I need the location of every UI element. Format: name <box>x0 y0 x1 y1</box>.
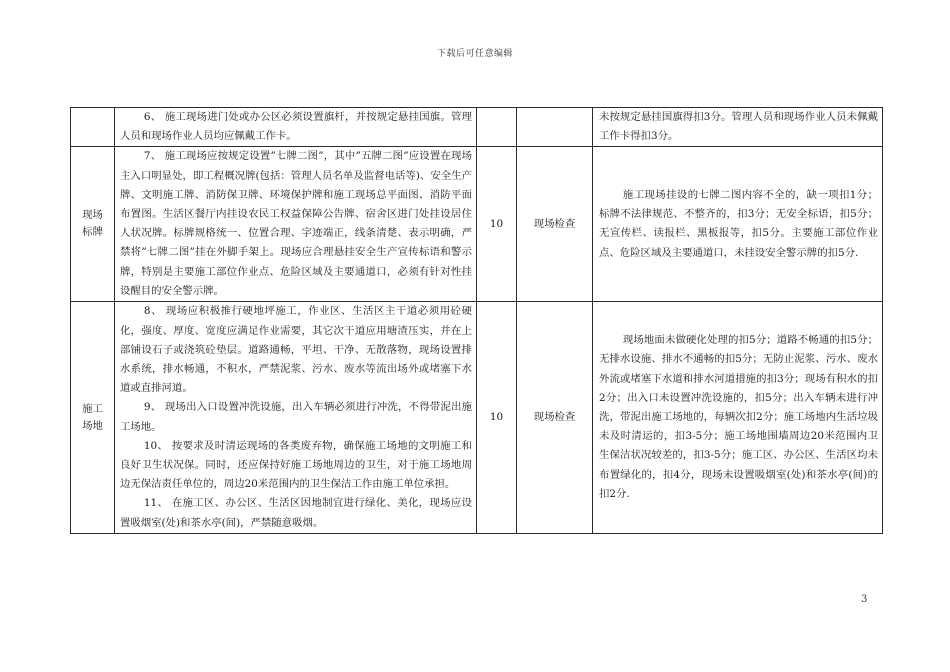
inspection-table <box>70 107 883 534</box>
deduction-cell <box>593 302 883 533</box>
table-row <box>71 108 883 147</box>
category-cell <box>71 108 115 147</box>
table-row <box>71 147 883 302</box>
deduction-cell <box>593 108 883 147</box>
category-label: 标牌 <box>82 226 103 239</box>
category-cell <box>71 302 115 533</box>
page-number: 3 <box>861 594 868 605</box>
category-label: 施工 <box>82 402 103 415</box>
method-cell: 现场检查 <box>517 147 593 302</box>
category-cell <box>71 147 115 302</box>
deduction-text: 施工现场挂设的七牌二图内容不全的，缺一项扣1分；标牌不法律规范、不整齐的，扣3分；无安全标语，扣5分；无宣传栏、读报栏、黑板报等，扣5分。主要施工部位作业点、危险区域及主要通道口，未挂设安全警示牌的扣5分. <box>599 189 878 259</box>
score-cell <box>477 108 517 147</box>
item-text: 8、 现场应积极推行硬地坪施工，作业区、生活区主干道必须用砼硬化，强度、厚度、宽度应满足作业需要，其它次干道应用塘渣压实，并在上部铺设石子或浇筑砼垫层。道路通畅，平坦、干净、无散落物，现场设置排水系统，排水畅通，不积水，严禁泥浆、污水、废水等流出场外或堵塞下水道或直排河道。 <box>120 305 472 395</box>
category-label: 现场 <box>82 209 103 222</box>
category-label: 场地 <box>82 419 103 432</box>
deduction-text: 现场地面未做硬化处理的扣5分；道路不畅通的扣5分；无排水设施、排水不通畅的扣5分；无防止泥浆、污水、废水外流或堵塞下水道和排水河道措施的扣3分；现场有积水的扣2分；出入口未设置冲洗设施的，扣5分；出入车辆未进行冲洗，带泥出施工场地的，每辆次扣2分；施工场地内生活垃圾未及时清运的，扣3-5分；施工场地围墙周边20米范围内卫生保洁状况较差的，扣3-5分；施工区、办公区、生活区均未布置绿化的，扣4分，现场未设置吸烟室(处)和茶水亭(间)的扣2分. <box>599 334 878 500</box>
item-text: 9、 现场出入口设置冲洗设施，出入车辆必须进行冲洗，不得带泥出施工场地。 <box>120 401 472 433</box>
content-cell <box>115 147 477 302</box>
item-text: 7、 施工现场应按规定设置”七牌二图”，其中”五牌二图”应设置在现场主入口明显处，即工程概况牌(包括：管理人员名单及监督电话等)、安全生产牌、文明施工牌、消防保卫牌、环境保护牌和施工现场总平面图、消防平面布置图。生活区餐厅内挂设农民工权益保障公告牌、宿舍区进门处挂设居住人状况牌。标牌规格统一、位置合理、字迹端正，线条清楚、表示明确，严禁将”七牌二图”挂在外脚手架上。现场应合理悬挂安全生产宣传标语和警示牌，特别是主要施工部位作业点、危险区域及主要通道口，必须有针对性挂设醒目的安全警示牌。 <box>120 150 472 297</box>
item-text: 11、 在施工区、办公区、生活区因地制宜进行绿化、美化，现场应设置吸烟室(处)和茶水亭(间)，严禁随意吸烟。 <box>120 497 472 529</box>
score-cell: 10 <box>477 302 517 533</box>
method-cell <box>517 108 593 147</box>
item-text: 6、 施工现场进门处或办公区必须设置旗杆，并按规定悬挂国旗。管理人员和现场作业人员均应佩戴工作卡。 <box>120 111 472 143</box>
item-text: 10、 按要求及时清运现场的各类废弃物，确保施工场地的文明施工和良好卫生状况保。同时，还应保持好施工场地周边的卫生，对于施工场地周边无保洁责任单位的，周边20米范围内的卫生保洁工作由施工单位承担。 <box>120 439 472 491</box>
method-cell: 现场检查 <box>517 302 593 533</box>
table-row <box>71 302 883 533</box>
header-note: 下载后可任意编辑 <box>436 49 513 59</box>
deduction-cell <box>593 147 883 302</box>
score-cell: 10 <box>477 147 517 302</box>
content-cell <box>115 108 477 147</box>
deduction-text: 未按规定悬挂国旗得扣3分。管理人员和现场作业人员未佩戴工作卡得扣3分。 <box>599 111 878 143</box>
content-cell <box>115 302 477 533</box>
